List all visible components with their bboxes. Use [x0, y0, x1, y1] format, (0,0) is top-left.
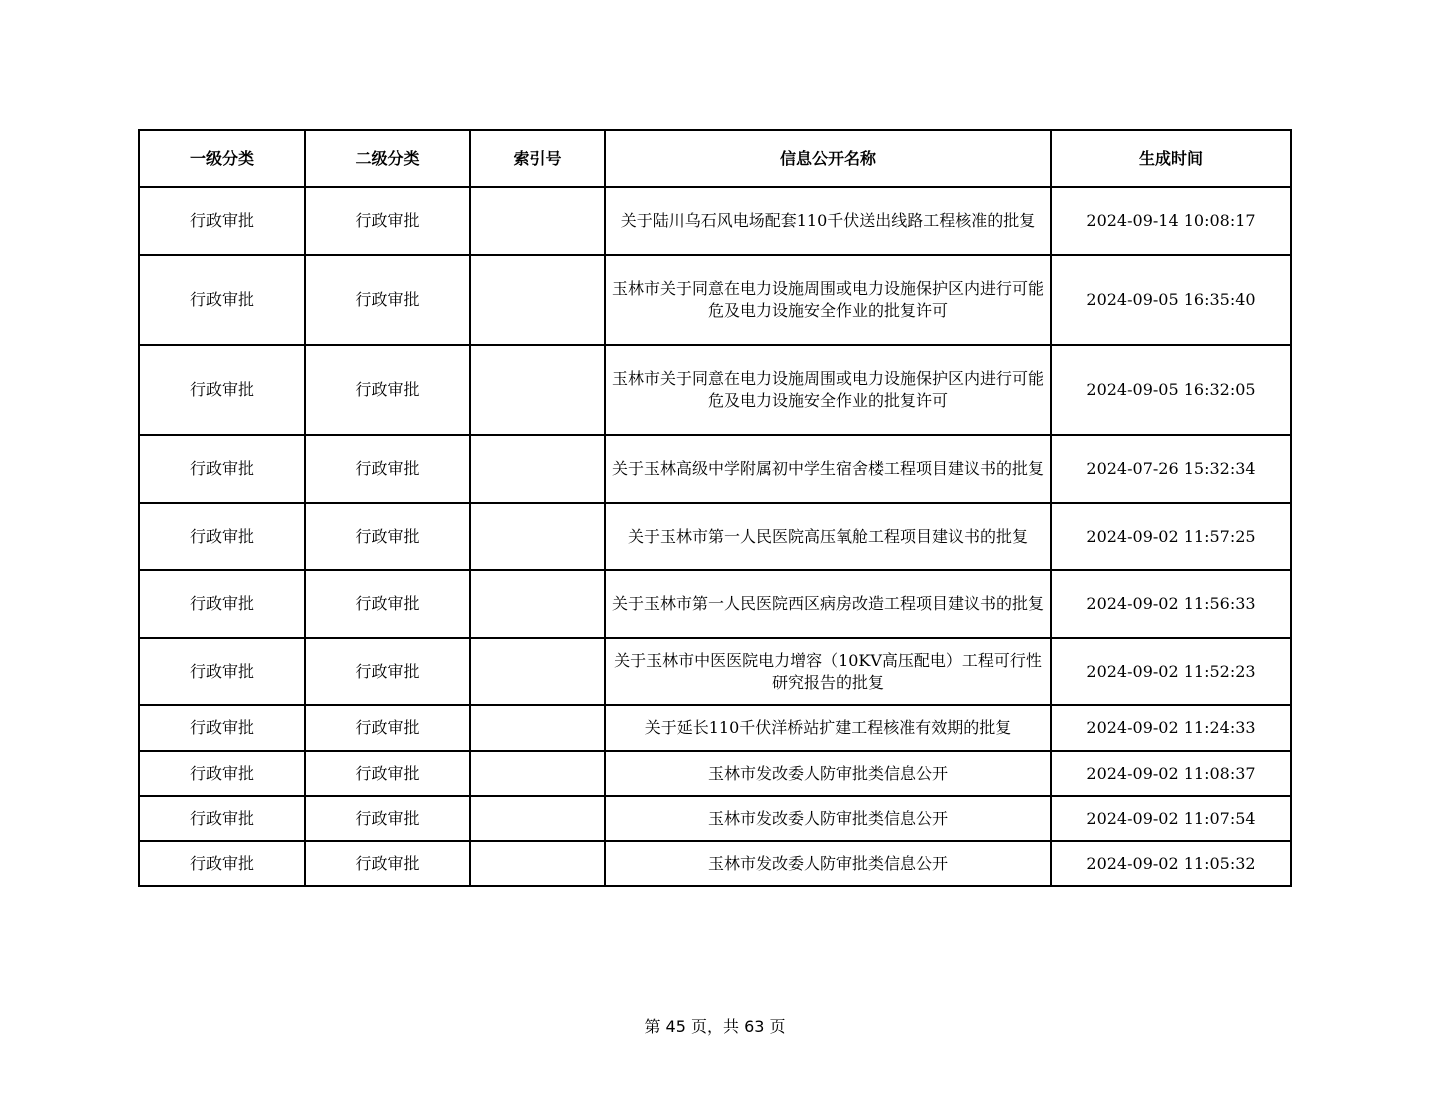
- cell-name: 关于玉林市中医医院电力增容（10KV高压配电）工程可行性研究报告的批复: [605, 638, 1051, 705]
- table-row: [139, 435, 1291, 503]
- table-row: [139, 796, 1291, 841]
- total-pages-number: 63: [744, 1017, 765, 1036]
- footer-middle: 页，共: [685, 1017, 745, 1036]
- cell-level2: 行政审批: [305, 841, 470, 886]
- cell-time: 2024-09-02 11:24:33: [1051, 705, 1291, 751]
- cell-level2: 行政审批: [305, 255, 470, 345]
- cell-time: 2024-09-02 11:52:23: [1051, 638, 1291, 705]
- current-page-number: 45: [665, 1017, 686, 1036]
- cell-name: 玉林市发改委人防审批类信息公开: [605, 751, 1051, 796]
- header-index-number: 索引号: [470, 130, 605, 187]
- cell-level1: 行政审批: [139, 841, 305, 886]
- cell-name: 关于玉林高级中学附属初中学生宿舍楼工程项目建议书的批复: [605, 435, 1051, 503]
- header-generated-time: 生成时间: [1051, 130, 1291, 187]
- table-row: [139, 187, 1291, 255]
- cell-level2: 行政审批: [305, 187, 470, 255]
- cell-name: 关于玉林市第一人民医院高压氧舱工程项目建议书的批复: [605, 503, 1051, 570]
- header-disclosure-name: 信息公开名称: [605, 130, 1051, 187]
- cell-level2: 行政审批: [305, 503, 470, 570]
- cell-index: [470, 255, 605, 345]
- table-row: [139, 638, 1291, 705]
- table-row: [139, 570, 1291, 638]
- cell-level2: 行政审批: [305, 751, 470, 796]
- cell-index: [470, 841, 605, 886]
- cell-time: 2024-09-02 11:56:33: [1051, 570, 1291, 638]
- cell-level2: 行政审批: [305, 705, 470, 751]
- cell-level1: 行政审批: [139, 187, 305, 255]
- cell-time: 2024-09-14 10:08:17: [1051, 187, 1291, 255]
- footer-prefix: 第: [644, 1017, 666, 1036]
- cell-index: [470, 638, 605, 705]
- cell-time: 2024-09-02 11:07:54: [1051, 796, 1291, 841]
- cell-time: 2024-09-02 11:05:32: [1051, 841, 1291, 886]
- cell-index: [470, 503, 605, 570]
- table-row: [139, 751, 1291, 796]
- table-row: [139, 255, 1291, 345]
- cell-name: 玉林市关于同意在电力设施周围或电力设施保护区内进行可能危及电力设施安全作业的批复许可: [605, 345, 1051, 435]
- table-row: [139, 841, 1291, 886]
- cell-name: 关于延长110千伏洋桥站扩建工程核准有效期的批复: [605, 705, 1051, 751]
- cell-level1: 行政审批: [139, 705, 305, 751]
- cell-level1: 行政审批: [139, 345, 305, 435]
- info-disclosure-table: [138, 129, 1292, 887]
- cell-name: 玉林市发改委人防审批类信息公开: [605, 796, 1051, 841]
- cell-time: 2024-09-05 16:35:40: [1051, 255, 1291, 345]
- cell-level2: 行政审批: [305, 435, 470, 503]
- table-row: [139, 345, 1291, 435]
- cell-index: [470, 796, 605, 841]
- cell-level1: 行政审批: [139, 503, 305, 570]
- cell-level1: 行政审批: [139, 570, 305, 638]
- page-footer: [0, 1016, 1430, 1038]
- cell-name: 关于陆川乌石风电场配套110千伏送出线路工程核准的批复: [605, 187, 1051, 255]
- cell-time: 2024-09-02 11:57:25: [1051, 503, 1291, 570]
- cell-time: 2024-09-05 16:32:05: [1051, 345, 1291, 435]
- cell-time: 2024-07-26 15:32:34: [1051, 435, 1291, 503]
- cell-index: [470, 187, 605, 255]
- table-row: [139, 503, 1291, 570]
- cell-name: 关于玉林市第一人民医院西区病房改造工程项目建议书的批复: [605, 570, 1051, 638]
- cell-level2: 行政审批: [305, 796, 470, 841]
- cell-level1: 行政审批: [139, 255, 305, 345]
- cell-index: [470, 751, 605, 796]
- cell-index: [470, 570, 605, 638]
- cell-level1: 行政审批: [139, 435, 305, 503]
- cell-level2: 行政审批: [305, 638, 470, 705]
- header-level2-category: 二级分类: [305, 130, 470, 187]
- cell-index: [470, 705, 605, 751]
- cell-time: 2024-09-02 11:08:37: [1051, 751, 1291, 796]
- cell-level2: 行政审批: [305, 345, 470, 435]
- cell-level2: 行政审批: [305, 570, 470, 638]
- table-row: [139, 705, 1291, 751]
- cell-level1: 行政审批: [139, 796, 305, 841]
- footer-suffix: 页: [764, 1017, 786, 1036]
- cell-index: [470, 435, 605, 503]
- table-header-row: [139, 130, 1291, 187]
- cell-name: 玉林市关于同意在电力设施周围或电力设施保护区内进行可能危及电力设施安全作业的批复许可: [605, 255, 1051, 345]
- cell-index: [470, 345, 605, 435]
- cell-name: 玉林市发改委人防审批类信息公开: [605, 841, 1051, 886]
- cell-level1: 行政审批: [139, 751, 305, 796]
- header-level1-category: 一级分类: [139, 130, 305, 187]
- cell-level1: 行政审批: [139, 638, 305, 705]
